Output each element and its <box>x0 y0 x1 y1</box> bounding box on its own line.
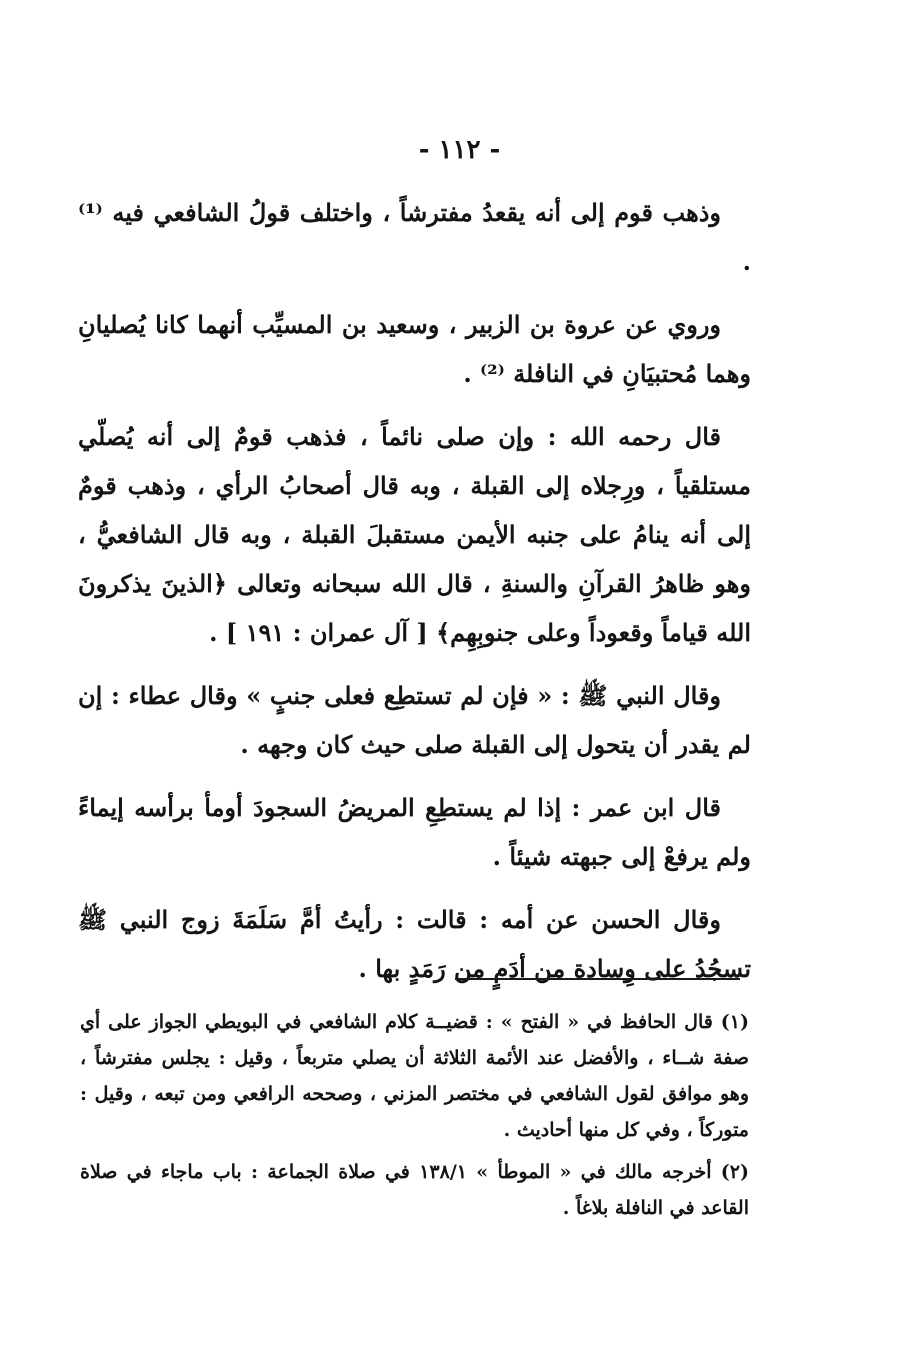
paragraph-5: قال ابن عمر : إذا لم يستطِعِ المريضُ السجودَ أومأ برأسه إيماءً ولم يرفعْ إلى جبهته شيئاً . <box>78 793 751 871</box>
paragraph-2: وروي عن عروة بن الزبير ، وسعيد بن المسيِّب أنهما كانا يُصليانِ وهما مُحتبيَانِ في النافلة ⁽²⁾ . <box>78 310 751 388</box>
paragraph-3: قال رحمه الله : وإن صلى نائماً ، فذهب قومٌ إلى أنه يُصلّي مستلقياً ، ورِجلاه إلى القبلة ، وبه قال أصحابُ الرأي ، وذهب قومٌ إلى أنه ينامُ على جنبه الأيمن مستقبلَ القبلة ، وبه قال الشافعيُّ ، وهو ظاهرُ القرآنِ والسنةِ ، قال الله سبحانه وتعالى ﴿الذينَ يذكرونَ الله قياماً وقعوداً وعلى جنوبِهِم﴾ [ آل عمران : ١٩١ ] . <box>78 422 751 647</box>
footnote-divider <box>455 978 740 980</box>
paragraph-1: وذهب قوم إلى أنه يقعدُ مفترشاً ، واختلف قولُ الشافعي فيه ⁽¹⁾ . <box>78 198 751 276</box>
footnote-2: (٢) أخرجه مالك في « الموطأ » ١٣٨/١ في صلاة الجماعة : باب ماجاء في صلاة القاعد في النافلة بلاغاً . <box>80 1161 749 1219</box>
paragraph-4: وقال النبي ﷺ : « فإن لم تستطِع فعلى جنبٍ » وقال عطاء : إن لم يقدر أن يتحول إلى القبلة صلى حيث كان وجهه . <box>78 681 751 759</box>
main-text <box>78 188 751 1007</box>
page-number: - ١١٢ - <box>418 135 501 165</box>
footnote-1: (١) قال الحافظ في « الفتح » : قضيــة كلام الشافعي في البويطي الجواز على أي صفة شــاء ، والأفضل عند الأئمة الثلاثة أن يصلي متربعاً ، وقيل : يجلس مفترشاً ، وهو موافق لقول الشافعي في مختصر المزني ، وصححه الرافعي ومن تبعه ، وقيل : متوركاً ، وفي كل منها أحاديث . <box>80 1011 749 1141</box>
footnotes <box>80 1004 749 1232</box>
paragraph-6: وقال الحسن عن أمه : قالت : رأيتُ أمَّ سَلَمَةَ زوج النبي ﷺ تسجُدُ على وِسادة من أدَمٍ من رَمَدٍ بها . <box>78 905 751 983</box>
